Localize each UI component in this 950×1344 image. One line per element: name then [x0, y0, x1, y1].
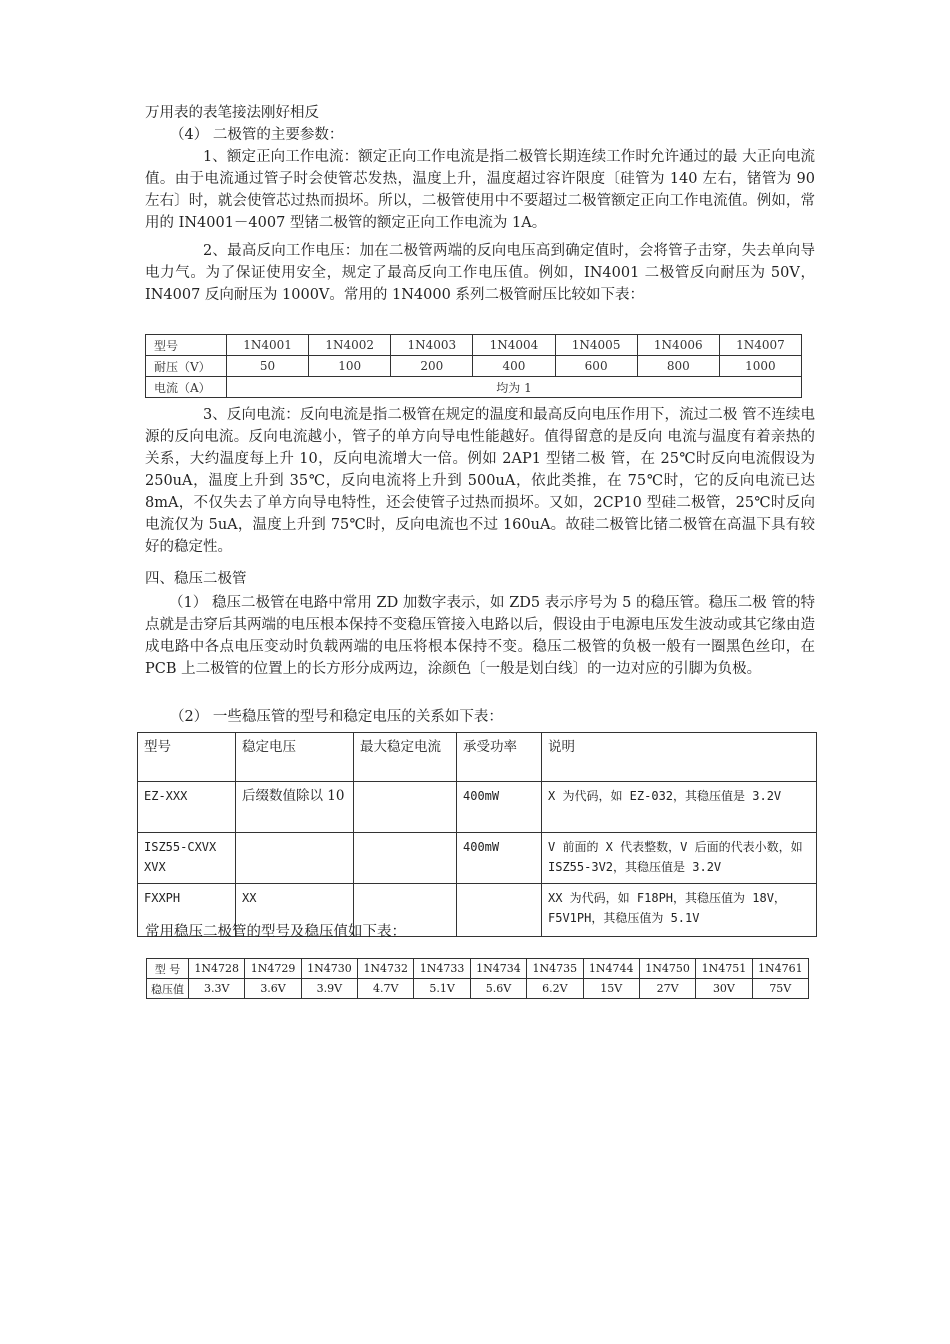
- paragraph-reverse-current: 3、反向电流：反向电流是指二极管在规定的温度和最高反向电压作用下，流过二极 管不连续电源的反向电流。反向电流越小，管子的单方向导电性能越好。值得留意的是反向 电流与温度有着亲热的关系，大约温度每上升 10，反向电流增大一倍。例如 2AP1 型锗二极 管，在 25℃时反向电流假设为 250uA，温度上升到 35℃，反向电流将上升到 500uA，依此类推，在 75℃时，它的反向电流已达 8mA，不仅失去了单方向导电特性，还会使管子过热而损坏。又如，2CP10 型硅二极管，25℃时反向电流仅为 5uA，温度上升到 75℃时，反向电流也不过 160uA。故硅二极管比锗二极管在高温下具有较好的稳定性。: [145, 407, 815, 555]
- table-cell: 15V: [583, 979, 639, 999]
- table-cell: 400mW: [457, 782, 542, 833]
- row-label: 稳压值: [147, 979, 189, 999]
- row-label: 电流（A）: [146, 377, 227, 398]
- table-row: [138, 782, 817, 833]
- paragraph-zener-table-intro: （2） 一些稳压管的型号和稳定电压的关系如下表：: [170, 709, 503, 725]
- table-cell: 1000: [719, 356, 801, 377]
- voltage-table: [145, 334, 802, 398]
- table-cell: X 为代码，如 EZ-032，其稳压值是 3.2V: [542, 782, 817, 833]
- table-row: [138, 833, 817, 884]
- table-cell: 1N4734: [470, 959, 526, 979]
- table-cell: 1N4005: [555, 335, 637, 356]
- table-header-row: [138, 733, 817, 782]
- zener-value-table: [146, 958, 809, 999]
- table-row: [146, 377, 802, 398]
- table-cell: ISZ55-CXVX XVX: [138, 833, 236, 884]
- paragraph-common-zener: 常用稳压二极管的型号及稳压值如下表：: [145, 924, 406, 940]
- row-label: 型号: [146, 335, 227, 356]
- paragraph-forward-current: 1、额定正向工作电流：额定正向工作电流是指二极管长期连续工作时允许通过的最 大正向电流值。由于电流通过管子时会使管芯发热，温度上升，温度超过容许限度〔硅管为 140 左右，锗管为 90 左右〕时，就会使管芯过热而损坏。所以，二极管使用中不要超过二极管额定正向工作电流值。例如，常用的 IN4001－4007 型锗二极管的额定正向工作电流为 1A。: [145, 149, 815, 231]
- table-cell: 600: [555, 356, 637, 377]
- table-cell: 3.6V: [245, 979, 301, 999]
- table-cell: XX 为代码，如 F18PH，其稳压值为 18V， F5V1PH，其稳压值为 5.1V: [542, 884, 817, 937]
- table-cell: 200: [391, 356, 473, 377]
- zener-code-table: [137, 732, 817, 937]
- header-cell: 说明: [542, 733, 817, 782]
- table-cell: V 前面的 X 代表整数，V 后面的代表小数，如 ISZ55-3V2，其稳压值是 3.2V: [542, 833, 817, 884]
- table-cell: 4.7V: [358, 979, 414, 999]
- table-cell: 75V: [752, 979, 808, 999]
- table-cell: 1N4006: [637, 335, 719, 356]
- table-cell: 27V: [639, 979, 695, 999]
- paragraph-reverse-voltage: 2、最高反向工作电压：加在二极管两端的反向电压高到确定值时，会将管子击穿，失去单向导电力气。为了保证使用安全，规定了最高反向工作电压值。例如，IN4001 二极管反向耐压为 50V，IN4007 反向耐压为 1000V。常用的 1N4000 系列二极管耐压比较如下表：: [145, 243, 815, 303]
- table-cell: 1N4750: [639, 959, 695, 979]
- row-label: 耐压（V）: [146, 356, 227, 377]
- header-cell: 最大稳定电流: [354, 733, 457, 782]
- table-cell: [354, 782, 457, 833]
- table-row: [146, 356, 802, 377]
- table-cell: 1N4733: [414, 959, 470, 979]
- table-cell: 均为 1: [227, 377, 802, 398]
- table-cell: 1N4732: [358, 959, 414, 979]
- table-cell: 800: [637, 356, 719, 377]
- table-cell: 1N4001: [227, 335, 309, 356]
- table-cell: [457, 884, 542, 937]
- table-cell: 50: [227, 356, 309, 377]
- table-cell: 6.2V: [527, 979, 583, 999]
- table-cell: 30V: [696, 979, 752, 999]
- table-cell: EZ-XXX: [138, 782, 236, 833]
- table-cell: 1N4761: [752, 959, 808, 979]
- section-title: 四、稳压二极管: [145, 571, 247, 587]
- table-cell: FXXPH: [138, 884, 236, 937]
- table-cell: 1N4004: [473, 335, 555, 356]
- table-cell: 1N4744: [583, 959, 639, 979]
- table-cell: 1N4730: [301, 959, 357, 979]
- table-cell: 1N4751: [696, 959, 752, 979]
- table-row: [147, 959, 809, 979]
- table-cell: 1N4007: [719, 335, 801, 356]
- table-cell: 100: [309, 356, 391, 377]
- table-cell: 1N4729: [245, 959, 301, 979]
- table-cell: 1N4002: [309, 335, 391, 356]
- table-row: [147, 979, 809, 999]
- table-cell: 1N4728: [189, 959, 245, 979]
- row-label: 型 号: [147, 959, 189, 979]
- table-cell: 400: [473, 356, 555, 377]
- table-cell: 1N4003: [391, 335, 473, 356]
- table-row: [146, 335, 802, 356]
- table-cell: 3.3V: [189, 979, 245, 999]
- table-cell: XX: [236, 884, 354, 937]
- table-cell: 5.1V: [414, 979, 470, 999]
- header-cell: 型号: [138, 733, 236, 782]
- table-cell: 5.6V: [470, 979, 526, 999]
- heading-line: 万用表的表笔接法刚好相反: [145, 105, 319, 121]
- table-cell: 400mW: [457, 833, 542, 884]
- table-cell: 1N4735: [527, 959, 583, 979]
- table-cell: 3.9V: [301, 979, 357, 999]
- header-cell: 稳定电压: [236, 733, 354, 782]
- table-cell: [354, 833, 457, 884]
- paragraph-zener-intro: （1） 稳压二极管在电路中常用 ZD 加数字表示，如 ZD5 表示序号为 5 的稳压管。稳压二极 管的特点就是击穿后其两端的电压根本保持不变稳压管接入电路以后，假设由于电源电压发生波动或其它缘由造成电路中各点电压变动时负载两端的电压将根本保持不变。稳压二极管的负极一般有一圈黑色丝印，在 PCB 上二极管的位置上的长方形分成两边，涂颜色〔一般是划白线〕的一边对应的引脚为负极。: [145, 595, 815, 677]
- table-cell: 后缀数值除以 10: [236, 782, 354, 833]
- header-cell: 承受功率: [457, 733, 542, 782]
- section-4-title: （4） 二极管的主要参数：: [170, 127, 344, 143]
- table-cell: [236, 833, 354, 884]
